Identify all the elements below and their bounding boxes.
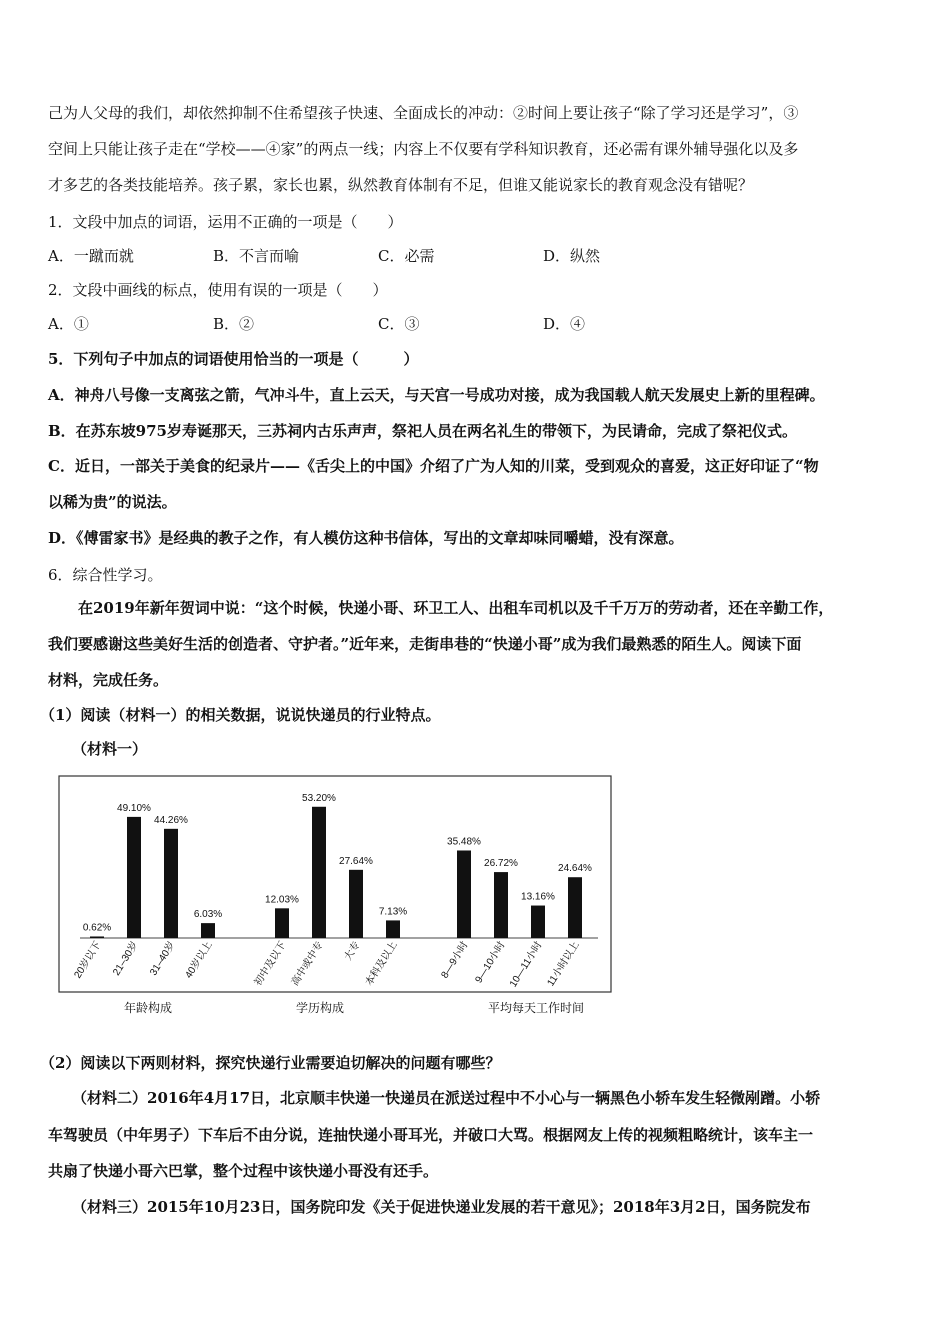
chart-category-label: 31–40岁 — [148, 939, 178, 978]
material-2-line2: 车驾驶员（中年男子）下车后不由分说，连抽快递小哥耳光，并破口大骂。根据网友上传的视频粗略统计，该车主一 — [48, 1126, 814, 1144]
q1-option-c: C．必需 — [378, 247, 435, 265]
chart-category-label: 大专 — [342, 939, 363, 963]
chart-data-label: 6.03% — [193, 909, 223, 921]
q6-paragraph-line3: 材料，完成任务。 — [48, 671, 169, 689]
chart-category-label: 11小时以上 — [545, 939, 582, 989]
q2-option-a: A．① — [48, 315, 89, 333]
chart-data-label: 53.20% — [302, 792, 336, 804]
task-1: （1）阅读（材料一）的相关数据，说说快递员的行业特点。 — [40, 706, 441, 724]
q5-option-a: A．神舟八号像一支离弦之箭，气冲斗牛，直上云天，与天宫一号成功对接，成为我国载人航天发展史上新的里程碑。 — [48, 386, 825, 404]
q5-option-c-line2: 以稀为贵”的说法。 — [48, 493, 177, 511]
chart-category-label: 20岁以下 — [72, 939, 104, 981]
material-3-line1: （材料三）2015年10月23日，国务院印发《关于促进快递业发展的若干意见》；2018年3月2日，国务院发布 — [72, 1198, 811, 1216]
chart-bar — [164, 829, 178, 938]
q1-option-b: B．不言而喻 — [213, 247, 300, 265]
q5-option-c-line1: C．近日，一部关于美食的纪录片——《舌尖上的中国》介绍了广为人知的川菜，受到观众的喜爱，这正好印证了“物 — [48, 457, 819, 475]
chart-bar — [349, 870, 363, 938]
q5-stem: 5．下列句子中加点的词语使用恰当的一项是（ ） — [48, 350, 419, 368]
intro-line-2: 空间上只能让孩子走在“学校——④家”的两点一线；内容上不仅要有学科知识教育，还必需有课外辅导强化以及多 — [48, 140, 799, 158]
chart-group-title: 年龄构成 — [123, 1001, 173, 1015]
chart-bar — [457, 850, 471, 938]
q6-stem: 6．综合性学习。 — [48, 566, 163, 584]
chart-bar — [568, 877, 582, 938]
chart-category-label: 本科及以上 — [363, 939, 400, 988]
q2-option-d: D．④ — [543, 315, 586, 333]
q2-option-b: B．② — [213, 315, 255, 333]
chart-bar — [90, 936, 104, 938]
q1-option-d: D．纵然 — [543, 247, 601, 265]
intro-line-3: 才多艺的各类技能培养。孩子累，家长也累，纵然教育体制有不足，但谁又能说家长的教育观念没有错呢？ — [48, 176, 754, 194]
chart-category-label: 21–30岁 — [111, 939, 141, 978]
chart-data-label: 44.26% — [154, 814, 188, 826]
chart-category-label: 10—11小时 — [507, 939, 545, 990]
q2-option-c: C．③ — [378, 315, 420, 333]
chart-bar — [312, 807, 326, 938]
chart-group-title: 学历构成 — [295, 1001, 345, 1015]
material-1-chart — [58, 775, 618, 1025]
chart-data-label: 7.13% — [378, 906, 408, 918]
q5-option-b: B．在苏东坡975岁寿诞那天，三苏祠内古乐声声，祭祀人员在两名礼生的带领下，为民请命，完成了祭祀仪式。 — [48, 422, 797, 440]
q1-options — [48, 246, 708, 266]
chart-category-label: 初中及以下 — [252, 939, 289, 988]
chart-data-label: 24.64% — [558, 863, 592, 875]
chart-bar — [127, 817, 141, 938]
material-2-line3: 共扇了快递小哥六巴掌，整个过程中该快递小哥没有还手。 — [48, 1162, 439, 1180]
q1-option-a: A．一蹴而就 — [48, 247, 134, 265]
chart-group-title: 平均每天工作时间 — [487, 1001, 585, 1015]
q6-paragraph-line1: 在2019年新年贺词中说：“这个时候，快递小哥、环卫工人、出租车司机以及千千万万的劳动者，还在辛勤工作， — [78, 599, 834, 617]
q2-options — [48, 314, 708, 334]
chart-bar — [386, 920, 400, 938]
chart-data-label: 49.10% — [117, 802, 151, 814]
q1-stem: 1．文段中加点的词语，运用不正确的一项是（ ） — [48, 213, 403, 231]
chart-category-label: 9—10小时 — [473, 939, 508, 986]
chart-data-label: 27.64% — [339, 855, 373, 867]
chart-bar — [494, 872, 508, 938]
q2-stem: 2．文段中画线的标点，使用有误的一项是（ ） — [48, 281, 388, 299]
chart-data-label: 26.72% — [484, 858, 518, 870]
chart-data-label: 13.16% — [521, 891, 555, 903]
chart-category-label: 40岁以上 — [183, 939, 215, 981]
q5-option-d: D．《傅雷家书》是经典的教子之作，有人模仿这种书信体，写出的文章却味同嚼蜡，没有深意。 — [48, 529, 684, 547]
chart-data-label: 12.03% — [265, 894, 299, 906]
chart-category-label: 高中或中专 — [289, 939, 326, 988]
chart-bar — [531, 906, 545, 938]
chart-data-label: 0.62% — [82, 922, 112, 934]
material-1-label: （材料一） — [72, 740, 148, 758]
material-2-line1: （材料二）2016年4月17日，北京顺丰快递一快递员在派送过程中不小心与一辆黑色小轿车发生轻微剐蹭。小轿 — [72, 1089, 821, 1107]
chart-bar — [201, 923, 215, 938]
q6-paragraph-line2: 我们要感谢这些美好生活的创造者、守护者。”近年来，走街串巷的“快递小哥”成为我们最熟悉的陌生人。阅读下面 — [48, 635, 802, 653]
intro-line-1: 己为人父母的我们，却依然抑制不住希望孩子快速、全面成长的冲动：②时间上要让孩子“除了学习还是学习”，③ — [48, 104, 799, 122]
chart-category-label: 8—9小时 — [439, 939, 471, 981]
chart-data-label: 35.48% — [447, 836, 481, 848]
chart-bar — [275, 908, 289, 938]
task-2: （2）阅读以下两则材料，探究快递行业需要迫切解决的问题有哪些？ — [40, 1054, 501, 1072]
